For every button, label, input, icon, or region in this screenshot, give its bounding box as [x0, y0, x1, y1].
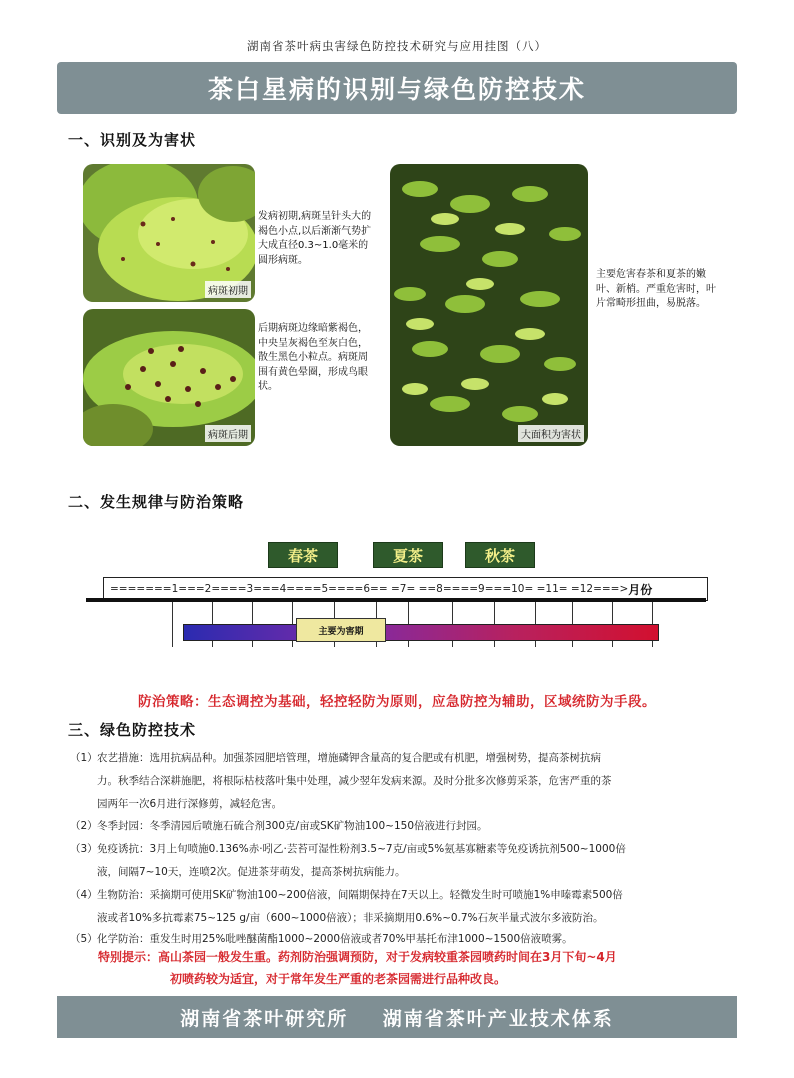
title-banner	[57, 62, 737, 114]
page-title: 茶白星病的识别与绿色防控技术	[207, 75, 586, 104]
measure-line: 园两年一次6月进行深修剪，减轻危害。	[97, 798, 283, 810]
measure-line: 生物防治：采摘期可使用SK矿物油100~200倍液，间隔期保持在7天以上。轻微发生时可喷施1%申嗪霉素500倍	[97, 889, 623, 901]
late-spot-description: 后期病斑边缘暗紫褐色，中央呈灰褐色至灰白色，散生黑色小粒点。病斑周围有黄色晕圈，形成鸟眼状。	[258, 323, 368, 392]
measure-line: 农艺措施：选用抗病品种。加强茶园肥培管理，增施磷钾含量高的复合肥或有机肥，增强树势，提高茶树抗病	[97, 752, 601, 764]
large-area-damage-label: 大面积为害状	[518, 425, 584, 442]
special-tip	[98, 946, 748, 990]
measure-biological-control	[70, 884, 746, 930]
measure-number: （5）	[70, 933, 98, 945]
measure-line: 液，间隔7~10天，连喷2次。促进茶芽萌发，提高茶树抗病能力。	[97, 866, 406, 878]
measure-line: 化学防治：重发生时用25%吡唑醚菌酯1000~2000倍液或者70%甲基托布津1000~1500倍液喷雾。	[97, 933, 573, 945]
season-autumn-tea	[465, 542, 535, 568]
measure-number: （2）	[70, 820, 98, 832]
control-strategy: 防治策略：生态调控为基础，轻控轻防为原则，应急防控为辅助，区域统防为手段。	[138, 694, 656, 710]
measure-number: （3）	[70, 843, 98, 855]
measure-agronomic	[70, 747, 746, 816]
special-tip-line: 特别提示：高山茶园一般发生重。药剂防治强调预防，对于发病较重茶园喷药时间在3月下旬~4月	[98, 950, 617, 964]
season-summer-label: 夏茶	[392, 546, 423, 565]
month-tick	[172, 602, 173, 647]
season-spring-tea	[268, 542, 338, 568]
late-spot-photo	[83, 309, 255, 446]
season-summer-tea	[373, 542, 443, 568]
measure-line: 冬季封园：冬季清园后喷施石硫合剂300克/亩或SK矿物油100~150倍液进行封园。	[97, 820, 488, 832]
late-spot-label: 病斑后期	[205, 425, 251, 442]
peak-damage-period: 主要为害期	[296, 618, 386, 642]
special-tip-line: 初喷药较为适宜，对于常年发生严重的老茶园需进行品种改良。	[170, 972, 507, 986]
measure-line: 力。秋季结合深耕施肥，将根际枯枝落叶集中处理，减少翌年发病来源。及时分批多次修剪采茶，危害严重的茶	[97, 775, 612, 787]
section3-heading: 三、绿色防控技术	[68, 721, 197, 739]
measure-number: （1）	[70, 752, 98, 764]
month-unit-label: 月份	[628, 582, 653, 597]
measure-line: 免疫诱抗：3月上旬喷施0.136%赤·吲乙·芸苔可湿性粉剂3.5~7克/亩或5%氨基寡糖素等免疫诱抗剂500~1000倍	[97, 843, 626, 855]
section1-heading: 一、识别及为害状	[68, 131, 197, 149]
occurrence-period-bar	[183, 624, 659, 641]
season-spring-label: 春茶	[287, 546, 318, 565]
large-area-damage-description: 主要危害春茶和夏茶的嫩叶、新梢。严重危害时，叶片常畸形扭曲，易脱落。	[596, 269, 716, 309]
large-area-damage-photo	[390, 164, 588, 446]
early-spot-label: 病斑初期	[205, 281, 251, 298]
measure-number: （4）	[70, 889, 98, 901]
footer-banner	[57, 996, 737, 1038]
section2-heading: 二、发生规律与防治策略	[68, 493, 245, 511]
footer-organizations: 湖南省茶叶研究所 湖南省茶叶产业技术体系	[180, 1007, 614, 1030]
measure-winter-sealing	[70, 815, 746, 838]
early-spot-photo	[83, 164, 255, 302]
month-timeline-scale: =======1===2====3===4====5====6== =7= ==8====9===10= =11= =12===>	[110, 583, 629, 595]
measure-line: 液或者10%多抗霉素75~125 g/亩（600~1000倍液）；非采摘期用0.6%~0.7%石灰半量式波尔多液防治。	[97, 912, 604, 924]
early-spot-description: 发病初期,病斑呈针头大的褐色小点,以后渐渐气势扩大成直径0.3~1.0毫米的圆形病斑。	[258, 211, 372, 266]
timeline-axis	[86, 598, 706, 602]
page-caption: 湖南省茶叶病虫害绿色防控技术研究与应用挂图（八）	[247, 39, 547, 53]
season-autumn-label: 秋茶	[484, 546, 515, 565]
measure-immune-induction	[70, 838, 746, 884]
